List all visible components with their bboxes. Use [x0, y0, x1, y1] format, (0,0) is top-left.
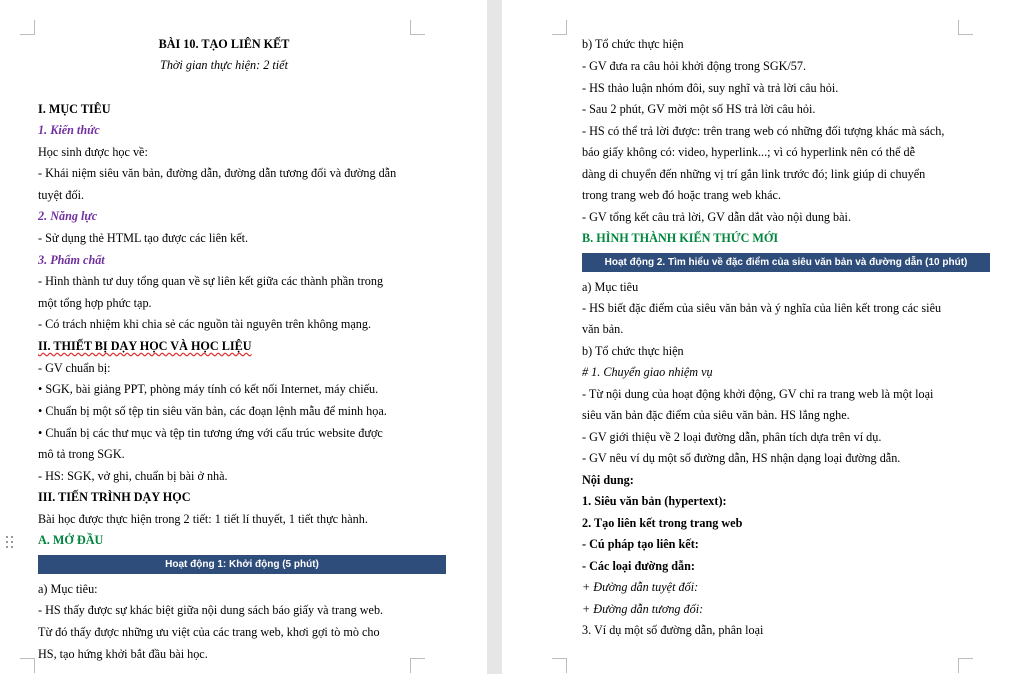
- text-line: văn bản.: [582, 322, 624, 336]
- content-heading: - Các loại đường dẫn:: [582, 559, 695, 573]
- text-line: - Sử dụng thẻ HTML tạo được các liên kết.: [38, 231, 249, 245]
- text-line: - HS biết đặc điểm của siêu văn bản và ý nghĩa của liên kết trong các siêu: [582, 301, 942, 315]
- crop-mark: [552, 20, 567, 35]
- text-line: - GV nêu ví dụ một số đường dẫn, HS nhận dạng loại đường dẫn.: [582, 451, 901, 465]
- section-heading: II. THIẾT BỊ DẠY HỌC VÀ HỌC LIỆU: [38, 339, 252, 353]
- text-line: # 1. Chuyển giao nhiệm vụ: [582, 365, 713, 379]
- text-line: • SGK, bài giảng PPT, phòng máy tính có kết nối Internet, máy chiếu.: [38, 382, 379, 396]
- text-line: - HS thấy được sự khác biệt giữa nội dung sách báo giấy và trang web.: [38, 603, 384, 617]
- text-line: - HS thảo luận nhóm đôi, suy nghĩ và trả lời câu hỏi.: [582, 81, 839, 95]
- text-line: - GV chuẩn bị:: [38, 361, 111, 375]
- crop-mark: [410, 20, 425, 35]
- content-heading: 1. Siêu văn bản (hypertext):: [582, 494, 727, 508]
- text-line: + Đường dẫn tương đối:: [582, 602, 704, 616]
- crop-mark: [20, 20, 35, 35]
- text-line: HS, tạo hứng khởi bắt đầu bài học.: [38, 647, 208, 661]
- subsection-heading: 2. Năng lực: [38, 209, 98, 223]
- crop-mark: [958, 658, 973, 673]
- text-line: báo giấy không có: video, hyperlink...; vì có hyperlink nên có thể dễ: [582, 145, 916, 159]
- text-line: Học sinh được học về:: [38, 145, 148, 159]
- lesson-title: BÀI 10. TẠO LIÊN KẾT: [158, 37, 290, 51]
- text-line: tuyệt đối.: [38, 188, 85, 202]
- text-line: siêu văn bản đặc điểm của siêu văn bản. HS lắng nghe.: [582, 408, 850, 422]
- document-page-2: [502, 0, 1012, 674]
- text-line: • Chuẩn bị các thư mục và tệp tin tương ứng với cấu trúc website được: [38, 426, 383, 440]
- text-line: - Sau 2 phút, GV mời một số HS trả lời câu hỏi.: [582, 102, 816, 116]
- crop-mark: [20, 658, 35, 673]
- section-heading: B. HÌNH THÀNH KIẾN THỨC MỚI: [582, 231, 779, 245]
- text-line: b) Tổ chức thực hiện: [582, 344, 684, 358]
- text-line: - GV tổng kết câu trả lời, GV dẫn dắt vào nội dung bài.: [582, 210, 851, 224]
- text-line: - HS: SGK, vở ghi, chuẩn bị bài ở nhà.: [38, 469, 228, 483]
- text-line: Từ đó thấy được những ưu việt của các trang web, khơi gợi tò mò cho: [38, 625, 380, 639]
- crop-mark: [410, 658, 425, 673]
- lesson-subtitle: Thời gian thực hiện: 2 tiết: [160, 58, 288, 72]
- text-line: - Có trách nhiệm khi chia sẻ các nguồn tài nguyên trên không mạng.: [38, 317, 372, 331]
- content-heading: - Cú pháp tạo liên kết:: [582, 537, 699, 551]
- text-line: a) Mục tiêu:: [38, 582, 98, 596]
- activity-bar: Hoạt động 1: Khởi động (5 phút): [38, 555, 446, 574]
- text-line: + Đường dẫn tuyệt đối:: [582, 580, 699, 594]
- section-heading: A. MỞ ĐẦU: [38, 533, 104, 547]
- crop-mark: [552, 658, 567, 673]
- text-line: một tổng hợp phức tạp.: [38, 296, 152, 310]
- text-line: - Khái niệm siêu văn bản, đường dẫn, đường dẫn tương đối và đường dẫn: [38, 166, 397, 180]
- text-line: - HS có thể trả lời được: trên trang web có những đối tượng khác mà sách,: [582, 124, 945, 138]
- text-line: • Chuẩn bị một số tệp tin siêu văn bản, các đoạn lệnh mẫu để minh họa.: [38, 404, 387, 418]
- activity-bar: Hoạt động 2. Tìm hiểu về đặc điểm của siêu văn bản và đường dẫn (10 phút): [582, 253, 990, 272]
- text-line: trong trang web đó hoặc trang web khác.: [582, 188, 781, 202]
- text-line: mô tả trong SGK.: [38, 447, 125, 461]
- text-line: 3. Ví dụ một số đường dẫn, phân loại: [582, 623, 764, 637]
- page-gap: [487, 0, 502, 674]
- content-heading: 2. Tạo liên kết trong trang web: [582, 516, 743, 530]
- text-line: - Hình thành tư duy tổng quan về sự liên kết giữa các thành phần trong: [38, 274, 384, 288]
- content-heading: Nội dung:: [582, 473, 634, 487]
- text-line: - GV giới thiệu về 2 loại đường dẫn, phân tích dựa trên ví dụ.: [582, 430, 882, 444]
- section-heading: I. MỤC TIÊU: [38, 102, 111, 116]
- text-line: dàng di chuyển đến những vị trí gắn link trước đó; link giúp di chuyển: [582, 167, 926, 181]
- text-line: a) Mục tiêu: [582, 280, 639, 294]
- text-line: b) Tổ chức thực hiện: [582, 37, 684, 51]
- text-line: Bài học được thực hiện trong 2 tiết: 1 tiết lí thuyết, 1 tiết thực hành.: [38, 512, 368, 526]
- text-line: - Từ nội dung của hoạt động khởi động, GV chỉ ra trang web là một loại: [582, 387, 934, 401]
- drag-handle-icon[interactable]: [6, 536, 14, 552]
- text-line: - GV đưa ra câu hỏi khởi động trong SGK/57.: [582, 59, 807, 73]
- subsection-heading: 3. Phẩm chất: [38, 253, 105, 267]
- subsection-heading: 1. Kiến thức: [38, 123, 100, 137]
- section-heading: III. TIẾN TRÌNH DẠY HỌC: [38, 490, 191, 504]
- document-page-1: [0, 0, 487, 674]
- crop-mark: [958, 20, 973, 35]
